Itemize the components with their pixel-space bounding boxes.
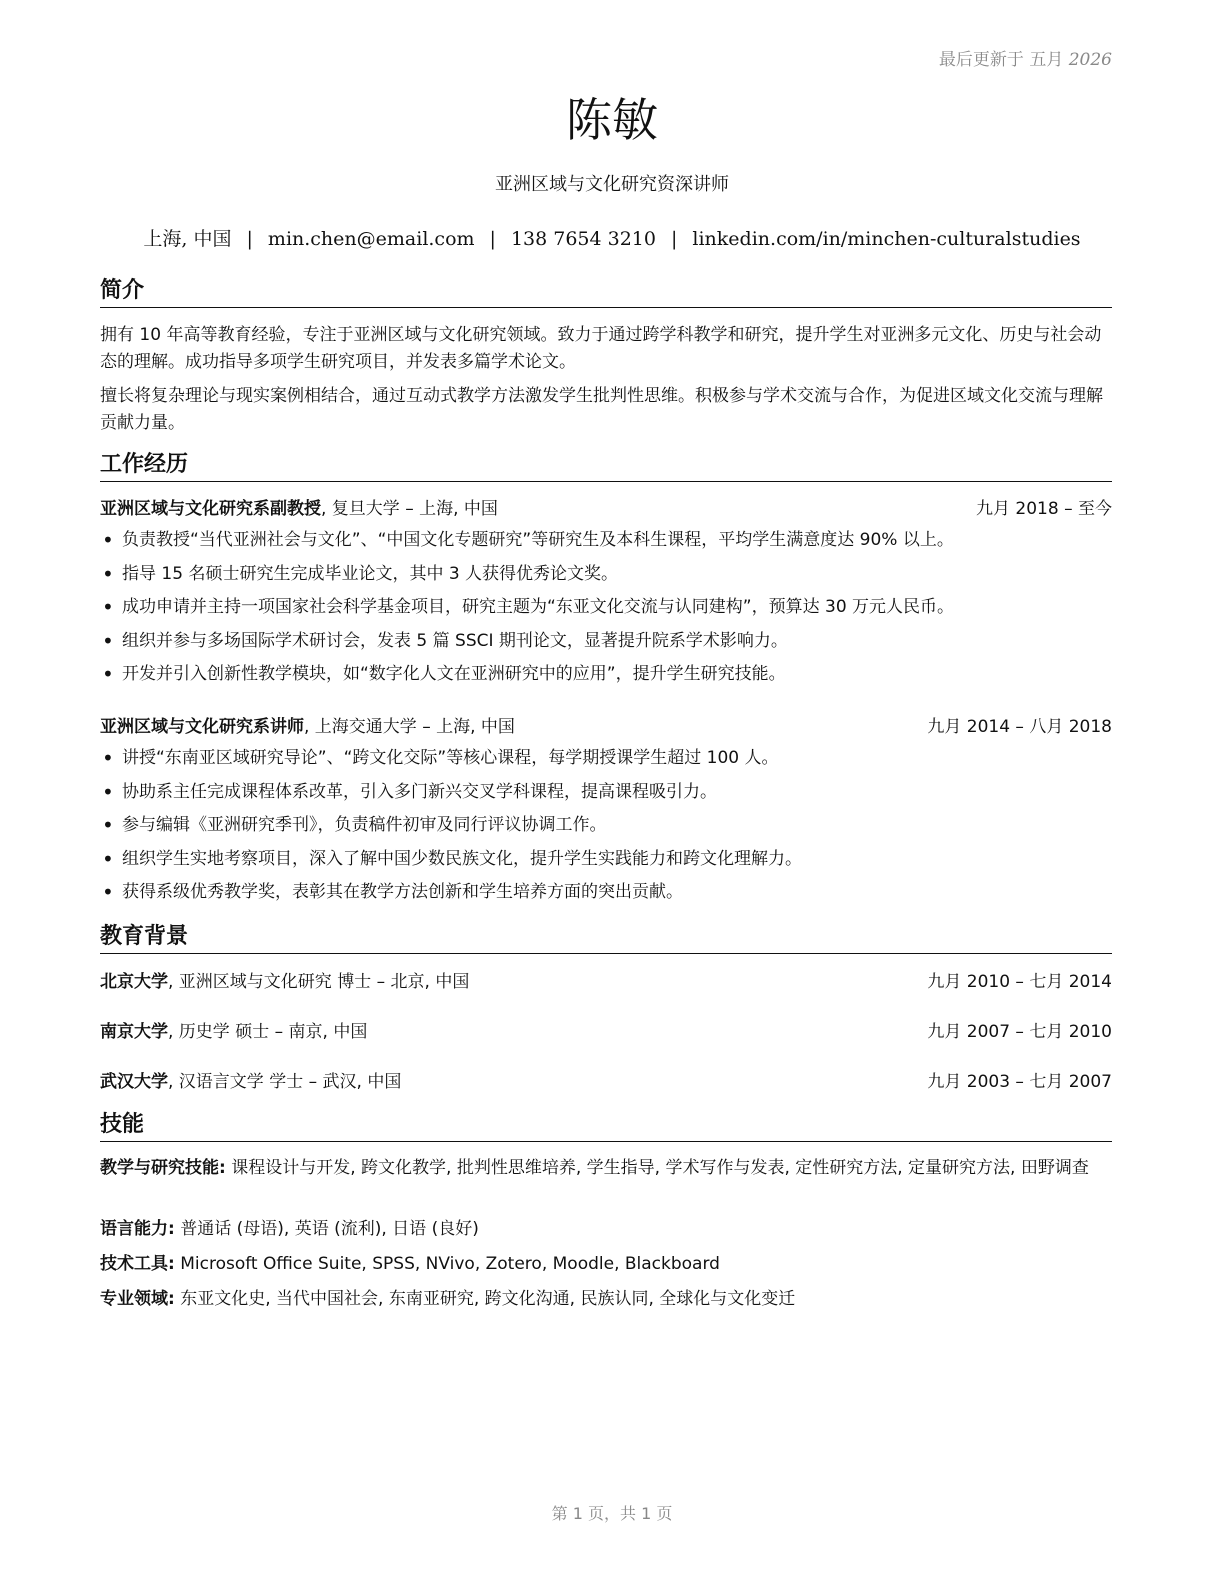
skill-line: [100, 1216, 1112, 1243]
job-title: 亚洲区域与文化研究系副教授: [100, 499, 321, 519]
job-bullet: • 指导 15 名硕士研究生完成毕业论文，其中 3 人获得优秀论文奖。: [100, 560, 1112, 594]
section-heading-experience: 工作经历: [100, 451, 1112, 482]
contact-separator: |: [489, 228, 496, 250]
job-dates: 九月 2014 – 八月 2018: [927, 717, 1112, 737]
skill-value: 课程设计与开发, 跨文化教学, 批判性思维培养, 学生指导, 学术写作与发表, 定性研究方法, 定量研究方法, 田野调查: [225, 1158, 1089, 1178]
job-bullet: • 成功申请并主持一项国家社会科学基金项目，研究主题为“东亚文化交流与认同建构”，预算达 30 万元人民币。: [100, 593, 1112, 627]
job-bullet: • 负责教授“当代亚洲社会与文化”、“中国文化专题研究”等研究生及本科生课程，平均学生满意度达 90% 以上。: [100, 526, 1112, 560]
skill-value: 东亚文化史, 当代中国社会, 东南亚研究, 跨文化沟通, 民族认同, 全球化与文化变迁: [174, 1289, 796, 1309]
skill-value: 普通话 (母语), 英语 (流利), 日语 (良好): [174, 1219, 479, 1239]
job-org: , 上海交通大学 – 上海, 中国: [304, 717, 515, 737]
job-dates: 九月 2018 – 至今: [976, 499, 1112, 519]
education-school: 北京大学: [100, 972, 168, 992]
contact-separator: |: [246, 228, 253, 250]
education-school: 武汉大学: [100, 1072, 168, 1092]
contact-email[interactable]: min.chen@email.com: [267, 228, 475, 250]
contact-location: 上海, 中国: [143, 228, 232, 250]
contact-phone: 138 7654 3210: [510, 228, 656, 250]
last-updated-year: 2026: [1068, 50, 1112, 70]
job-header: [100, 714, 1112, 740]
skill-value: Microsoft Office Suite, SPSS, NVivo, Zotero, Moodle, Blackboard: [174, 1254, 720, 1274]
job-bullet: • 组织学生实地考察项目，深入了解中国少数民族文化，提升学生实践能力和跨文化理解力。: [100, 845, 1112, 879]
education-dates: 九月 2007 – 七月 2010: [927, 1022, 1112, 1042]
education-item: [100, 969, 1112, 995]
education-detail: , 汉语言文学 学士 – 武汉, 中国: [168, 1072, 402, 1092]
section-heading-summary: 简介: [100, 277, 1112, 308]
person-name: 陈敏: [566, 93, 658, 147]
contact-linkedin[interactable]: linkedin.com/in/minchen-culturalstudies: [692, 228, 1081, 250]
skill-line: [100, 1251, 1112, 1278]
education-detail: , 亚洲区域与文化研究 博士 – 北京, 中国: [168, 972, 470, 992]
page-number: 第 1 页，共 1 页: [551, 1504, 673, 1523]
skill-label: 专业领域:: [100, 1289, 175, 1309]
last-updated-label: 最后更新于 五月: [938, 50, 1064, 70]
job-header: [100, 496, 1112, 522]
section-heading-education: 教育背景: [100, 923, 1112, 954]
education-school: 南京大学: [100, 1022, 168, 1042]
job-subtitle: 亚洲区域与文化研究资深讲师: [495, 174, 729, 195]
job-bullet: • 讲授“东南亚区域研究导论”、“跨文化交际”等核心课程，每学期授课学生超过 100 人。: [100, 744, 1112, 778]
skill-label: 技术工具:: [100, 1254, 175, 1274]
job-bullets: [100, 744, 1112, 912]
job-bullet: • 开发并引入创新性教学模块，如“数字化人文在亚洲研究中的应用”，提升学生研究技能。: [100, 660, 1112, 694]
skill-label: 语言能力:: [100, 1219, 175, 1239]
education-item: [100, 1019, 1112, 1045]
summary-paragraph: 擅长将复杂理论与现实案例相结合，通过互动式教学方法激发学生批判性思维。积极参与学术交流与合作，为促进区域文化交流与理解贡献力量。: [100, 386, 1103, 433]
job-bullet: • 获得系级优秀教学奖，表彰其在教学方法创新和学生培养方面的突出贡献。: [100, 878, 1112, 912]
last-updated: [939, 45, 1112, 70]
education-item: [100, 1069, 1112, 1095]
job-bullet: • 协助系主任完成课程体系改革，引入多门新兴交叉学科课程，提高课程吸引力。: [100, 778, 1112, 812]
skill-label: 教学与研究技能:: [100, 1158, 226, 1178]
job-bullets: [100, 526, 1112, 694]
contact-separator: |: [671, 228, 678, 250]
section-heading-skills: 技能: [100, 1111, 1112, 1142]
skill-line: [100, 1286, 1112, 1313]
summary-paragraph: 拥有 10 年高等教育经验，专注于亚洲区域与文化研究领域。致力于通过跨学科教学和研究，提升学生对亚洲多元文化、历史与社会动态的理解。成功指导多项学生研究项目，并发表多篇学术论文。: [100, 325, 1102, 372]
education-dates: 九月 2003 – 七月 2007: [927, 1072, 1112, 1092]
job-bullet: • 参与编辑《亚洲研究季刊》，负责稿件初审及同行评议协调工作。: [100, 811, 1112, 845]
job-bullet: • 组织并参与多场国际学术研讨会，发表 5 篇 SSCI 期刊论文，显著提升院系学术影响力。: [100, 627, 1112, 661]
job-title: 亚洲区域与文化研究系讲师: [100, 717, 304, 737]
education-dates: 九月 2010 – 七月 2014: [927, 972, 1112, 992]
contact-line: [0, 224, 1224, 251]
skill-line: [100, 1155, 1112, 1182]
education-detail: , 历史学 硕士 – 南京, 中国: [168, 1022, 368, 1042]
job-org: , 复旦大学 – 上海, 中国: [321, 499, 498, 519]
